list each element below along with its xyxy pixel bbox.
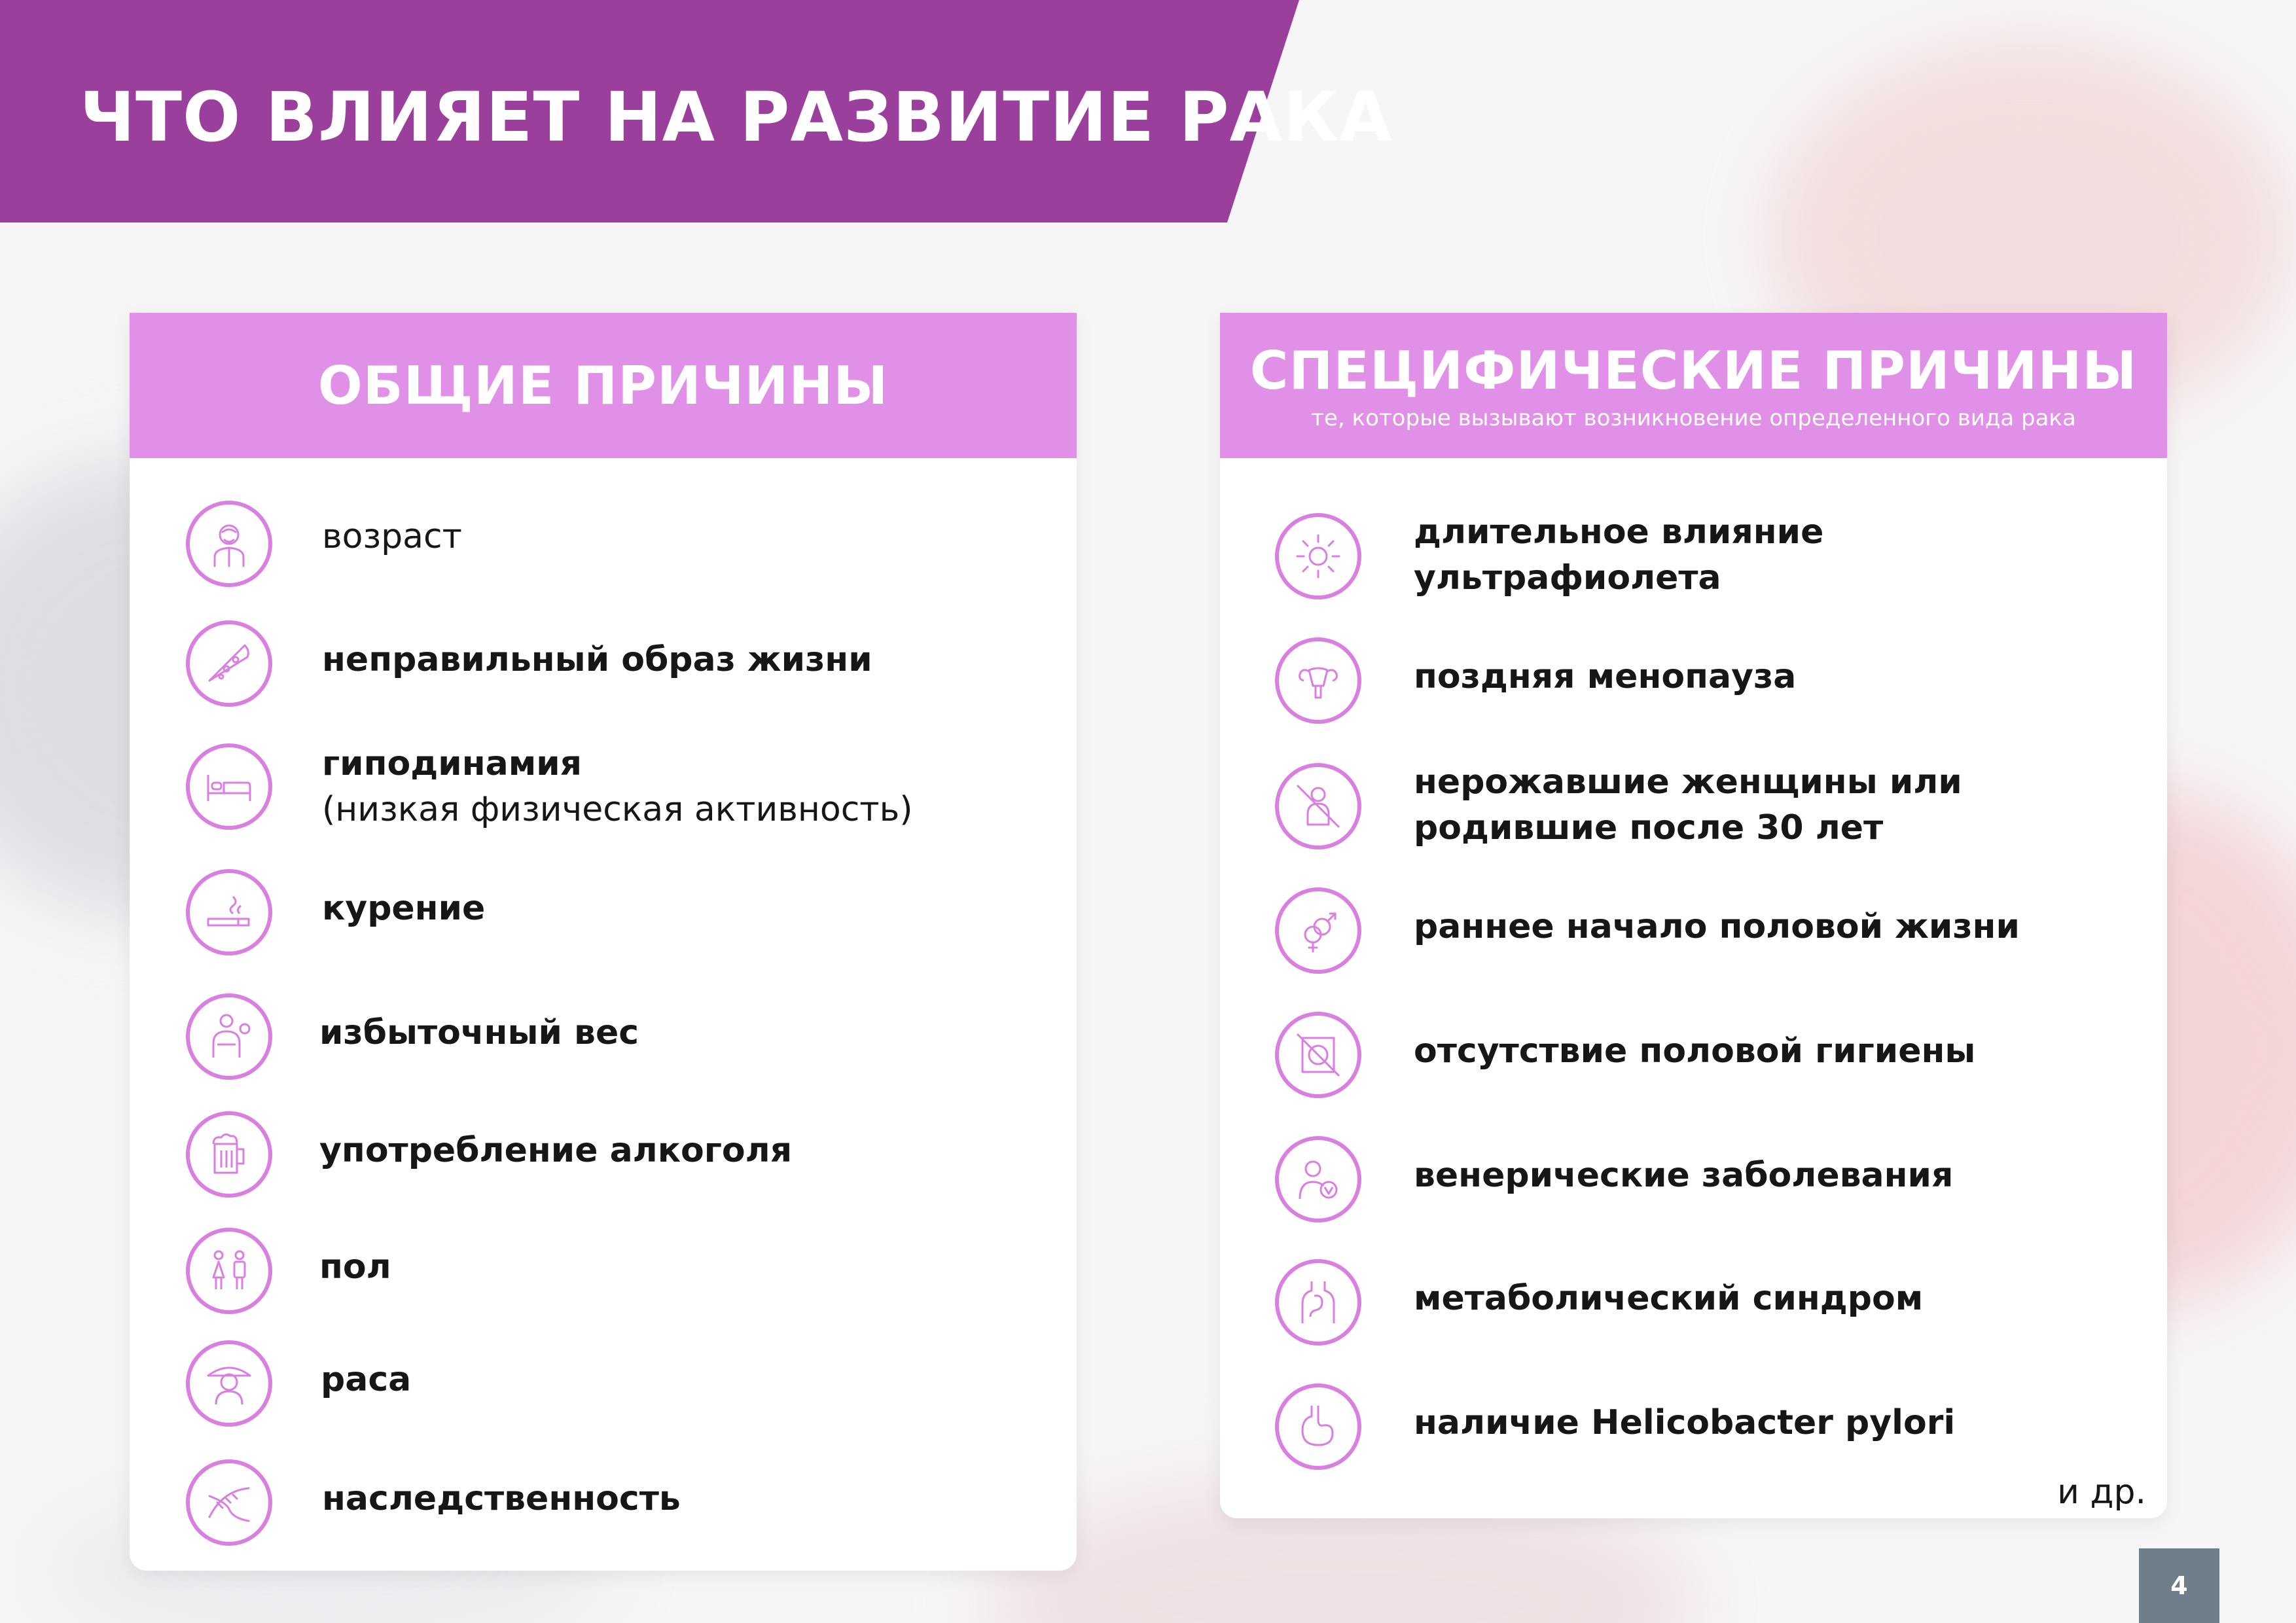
cigarette-icon — [186, 869, 272, 955]
dna-icon — [186, 1459, 272, 1546]
no-condom-icon — [1275, 1012, 1361, 1098]
specific-causes-subtitle: те, которые вызывают возникновение определенного вида рака — [1311, 404, 2076, 431]
sun-icon — [1275, 513, 1361, 599]
pizza-icon — [186, 620, 272, 707]
stomach-icon — [1275, 1383, 1361, 1470]
page-number: 4 — [2139, 1548, 2219, 1623]
gender-symbols-icon — [1275, 887, 1361, 974]
beer-mug-icon — [186, 1111, 272, 1198]
item-label: неправильный образ жизни — [322, 640, 872, 679]
general-causes-title: ОБЩИЕ ПРИЧИНЫ — [317, 355, 889, 416]
item-label: раса — [321, 1360, 412, 1399]
item-label: пол — [319, 1247, 391, 1287]
specific-causes-title: СПЕЦИФИЧЕСКИЕ ПРИЧИНЫ — [1249, 340, 2138, 401]
item-label: метаболический синдром — [1414, 1279, 1924, 1318]
item-sublabel: (низкая физическая активность) — [322, 790, 913, 829]
item-label: наличие Helicobacter pylori — [1414, 1403, 1956, 1442]
no-baby-icon — [1275, 763, 1361, 849]
general-causes-card — [130, 313, 1077, 1571]
item-label: наследственность — [322, 1479, 681, 1518]
asian-person-icon — [186, 1340, 272, 1427]
elderly-man-icon — [186, 501, 272, 587]
item-label: поздняя менопауза — [1414, 657, 1797, 696]
item-label: раннее начало половой жизни — [1414, 907, 2020, 946]
overweight-person-icon — [186, 993, 272, 1080]
item-label: избыточный вес — [319, 1013, 639, 1052]
item-label: длительное влияние — [1414, 512, 1824, 552]
item-label: курение — [322, 889, 486, 928]
item-label: отсутствие половой гигиены — [1414, 1031, 1976, 1071]
item-label: венерические заболевания — [1414, 1156, 1954, 1195]
item-label-line2: родившие после 30 лет — [1414, 808, 1884, 847]
male-female-icon — [186, 1228, 272, 1314]
torso-icon — [1275, 1259, 1361, 1346]
item-label: возраст — [322, 517, 462, 556]
page-title: ЧТО ВЛИЯЕТ НА РАЗВИТИЕ РАКА — [80, 77, 1393, 157]
specific-causes-card — [1220, 313, 2167, 1518]
item-label: употребление алкоголя — [319, 1131, 793, 1170]
uterus-icon — [1275, 637, 1361, 724]
item-label-line2: ультрафиолета — [1414, 558, 1721, 597]
virus-person-icon — [1275, 1136, 1361, 1222]
item-label: нерожавшие женщины или — [1414, 762, 1962, 802]
specific-causes-header — [1220, 313, 2167, 458]
footnote: и др. — [2057, 1472, 2146, 1512]
item-label: гиподинамия — [322, 744, 583, 783]
general-causes-header — [130, 313, 1077, 458]
bed-icon — [186, 743, 272, 830]
